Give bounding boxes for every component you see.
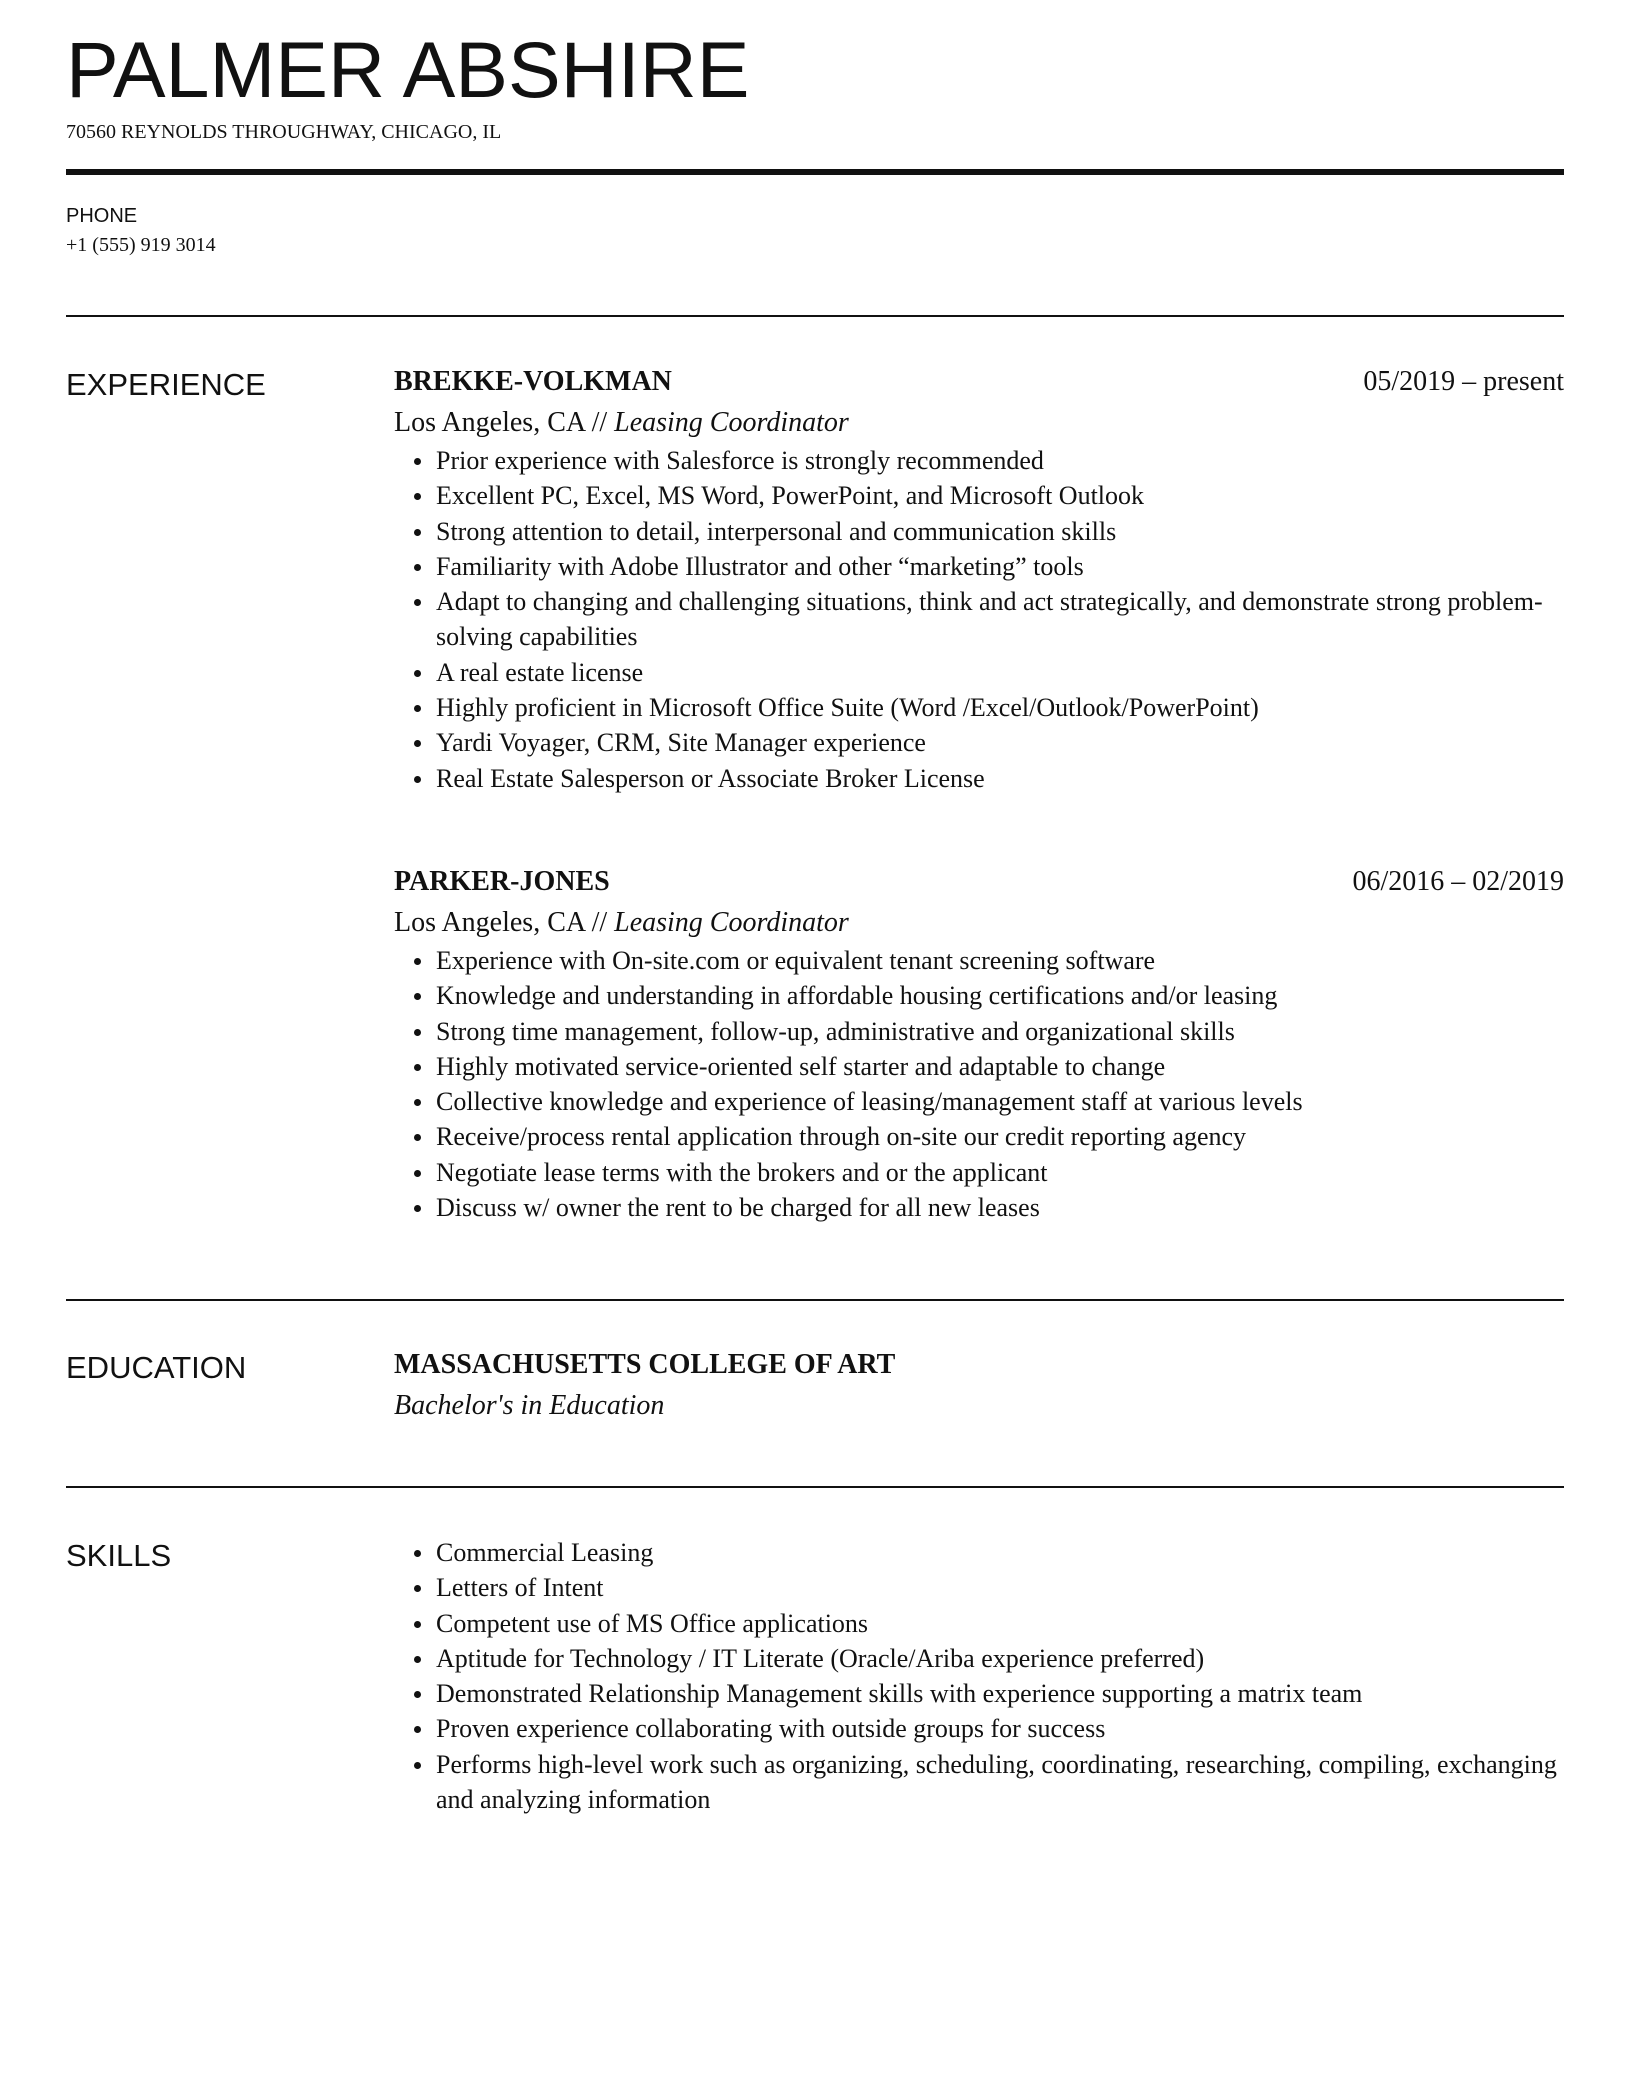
school-name: MASSACHUSETTS COLLEGE OF ART	[394, 1349, 896, 1380]
job-bullet-list	[394, 943, 1564, 1225]
job-bullet: Prior experience with Salesforce is strongly recommended	[394, 443, 1564, 478]
job-subline	[394, 403, 1564, 443]
job-bullet-list	[394, 443, 1564, 796]
job-role: Leasing Coordinator	[614, 907, 849, 938]
phone-label: PHONE	[66, 205, 138, 227]
job-bullet: Adapt to changing and challenging situations, think and act strategically, and demonstrate strong problem-solving capabilities	[394, 584, 1564, 655]
company-name: PARKER-JONES	[394, 866, 610, 897]
skill-item: Performs high-level work such as organizing, scheduling, coordinating, researching, compiling, exchanging and analyzing information	[394, 1747, 1564, 1818]
degree-name: Bachelor's in Education	[394, 1390, 665, 1421]
job-header	[394, 363, 1564, 403]
education-header	[394, 1346, 1564, 1386]
candidate-name: PALMER ABSHIRE	[66, 25, 750, 114]
job-bullet: Highly proficient in Microsoft Office Suite (Word /Excel/Outlook/PowerPoint)	[394, 690, 1564, 725]
skill-item: Commercial Leasing	[394, 1535, 1564, 1570]
job-bullet: Strong attention to detail, interpersonal and communication skills	[394, 514, 1564, 549]
job-bullet: Receive/process rental application through on-site our credit reporting agency	[394, 1119, 1564, 1154]
candidate-address: 70560 REYNOLDS THROUGHWAY, CHICAGO, IL	[66, 121, 502, 143]
skill-item: Aptitude for Technology / IT Literate (Oracle/Ariba experience preferred)	[394, 1641, 1564, 1676]
job-separator: //	[584, 907, 615, 938]
job-bullet: Excellent PC, Excel, MS Word, PowerPoint, and Microsoft Outlook	[394, 478, 1564, 513]
phone-value: +1 (555) 919 3014	[66, 234, 216, 256]
job-subline	[394, 903, 1564, 943]
job-bullet: Discuss w/ owner the rent to be charged for all new leases	[394, 1190, 1564, 1225]
job-bullet: Strong time management, follow-up, administrative and organizational skills	[394, 1014, 1564, 1049]
experience-job	[394, 363, 1564, 796]
skills-heading: SKILLS	[66, 1538, 172, 1573]
job-separator: //	[584, 407, 615, 438]
job-location: Los Angeles, CA	[394, 907, 585, 938]
job-location: Los Angeles, CA	[394, 407, 585, 438]
skill-item: Competent use of MS Office applications	[394, 1606, 1564, 1641]
job-bullet: Experience with On-site.com or equivalent tenant screening software	[394, 943, 1564, 978]
education-entry	[394, 1346, 1564, 1426]
header-divider	[66, 169, 1564, 175]
job-bullet: Knowledge and understanding in affordable housing certifications and/or leasing	[394, 978, 1564, 1013]
job-bullet: Yardi Voyager, CRM, Site Manager experience	[394, 725, 1564, 760]
experience-job	[394, 863, 1564, 1225]
education-heading: EDUCATION	[66, 1350, 247, 1385]
job-dates: 05/2019 – present	[1363, 366, 1564, 397]
job-bullet: Highly motivated service-oriented self starter and adaptable to change	[394, 1049, 1564, 1084]
job-bullet: Real Estate Salesperson or Associate Broker License	[394, 761, 1564, 796]
skill-item: Proven experience collaborating with outside groups for success	[394, 1711, 1564, 1746]
job-header	[394, 863, 1564, 903]
job-bullet: Collective knowledge and experience of leasing/management staff at various levels	[394, 1084, 1564, 1119]
skills-list	[394, 1535, 1564, 1817]
job-bullet: A real estate license	[394, 655, 1564, 690]
section-divider	[66, 1486, 1564, 1488]
section-divider	[66, 1299, 1564, 1301]
experience-heading: EXPERIENCE	[66, 367, 266, 402]
job-dates: 06/2016 – 02/2019	[1352, 866, 1564, 897]
skill-item: Letters of Intent	[394, 1570, 1564, 1605]
job-bullet: Familiarity with Adobe Illustrator and other “marketing” tools	[394, 549, 1564, 584]
job-role: Leasing Coordinator	[614, 407, 849, 438]
skill-item: Demonstrated Relationship Management skills with experience supporting a matrix team	[394, 1676, 1564, 1711]
job-bullet: Negotiate lease terms with the brokers and or the applicant	[394, 1155, 1564, 1190]
section-divider	[66, 315, 1564, 317]
skills-entry	[394, 1535, 1564, 1817]
company-name: BREKKE-VOLKMAN	[394, 366, 672, 397]
